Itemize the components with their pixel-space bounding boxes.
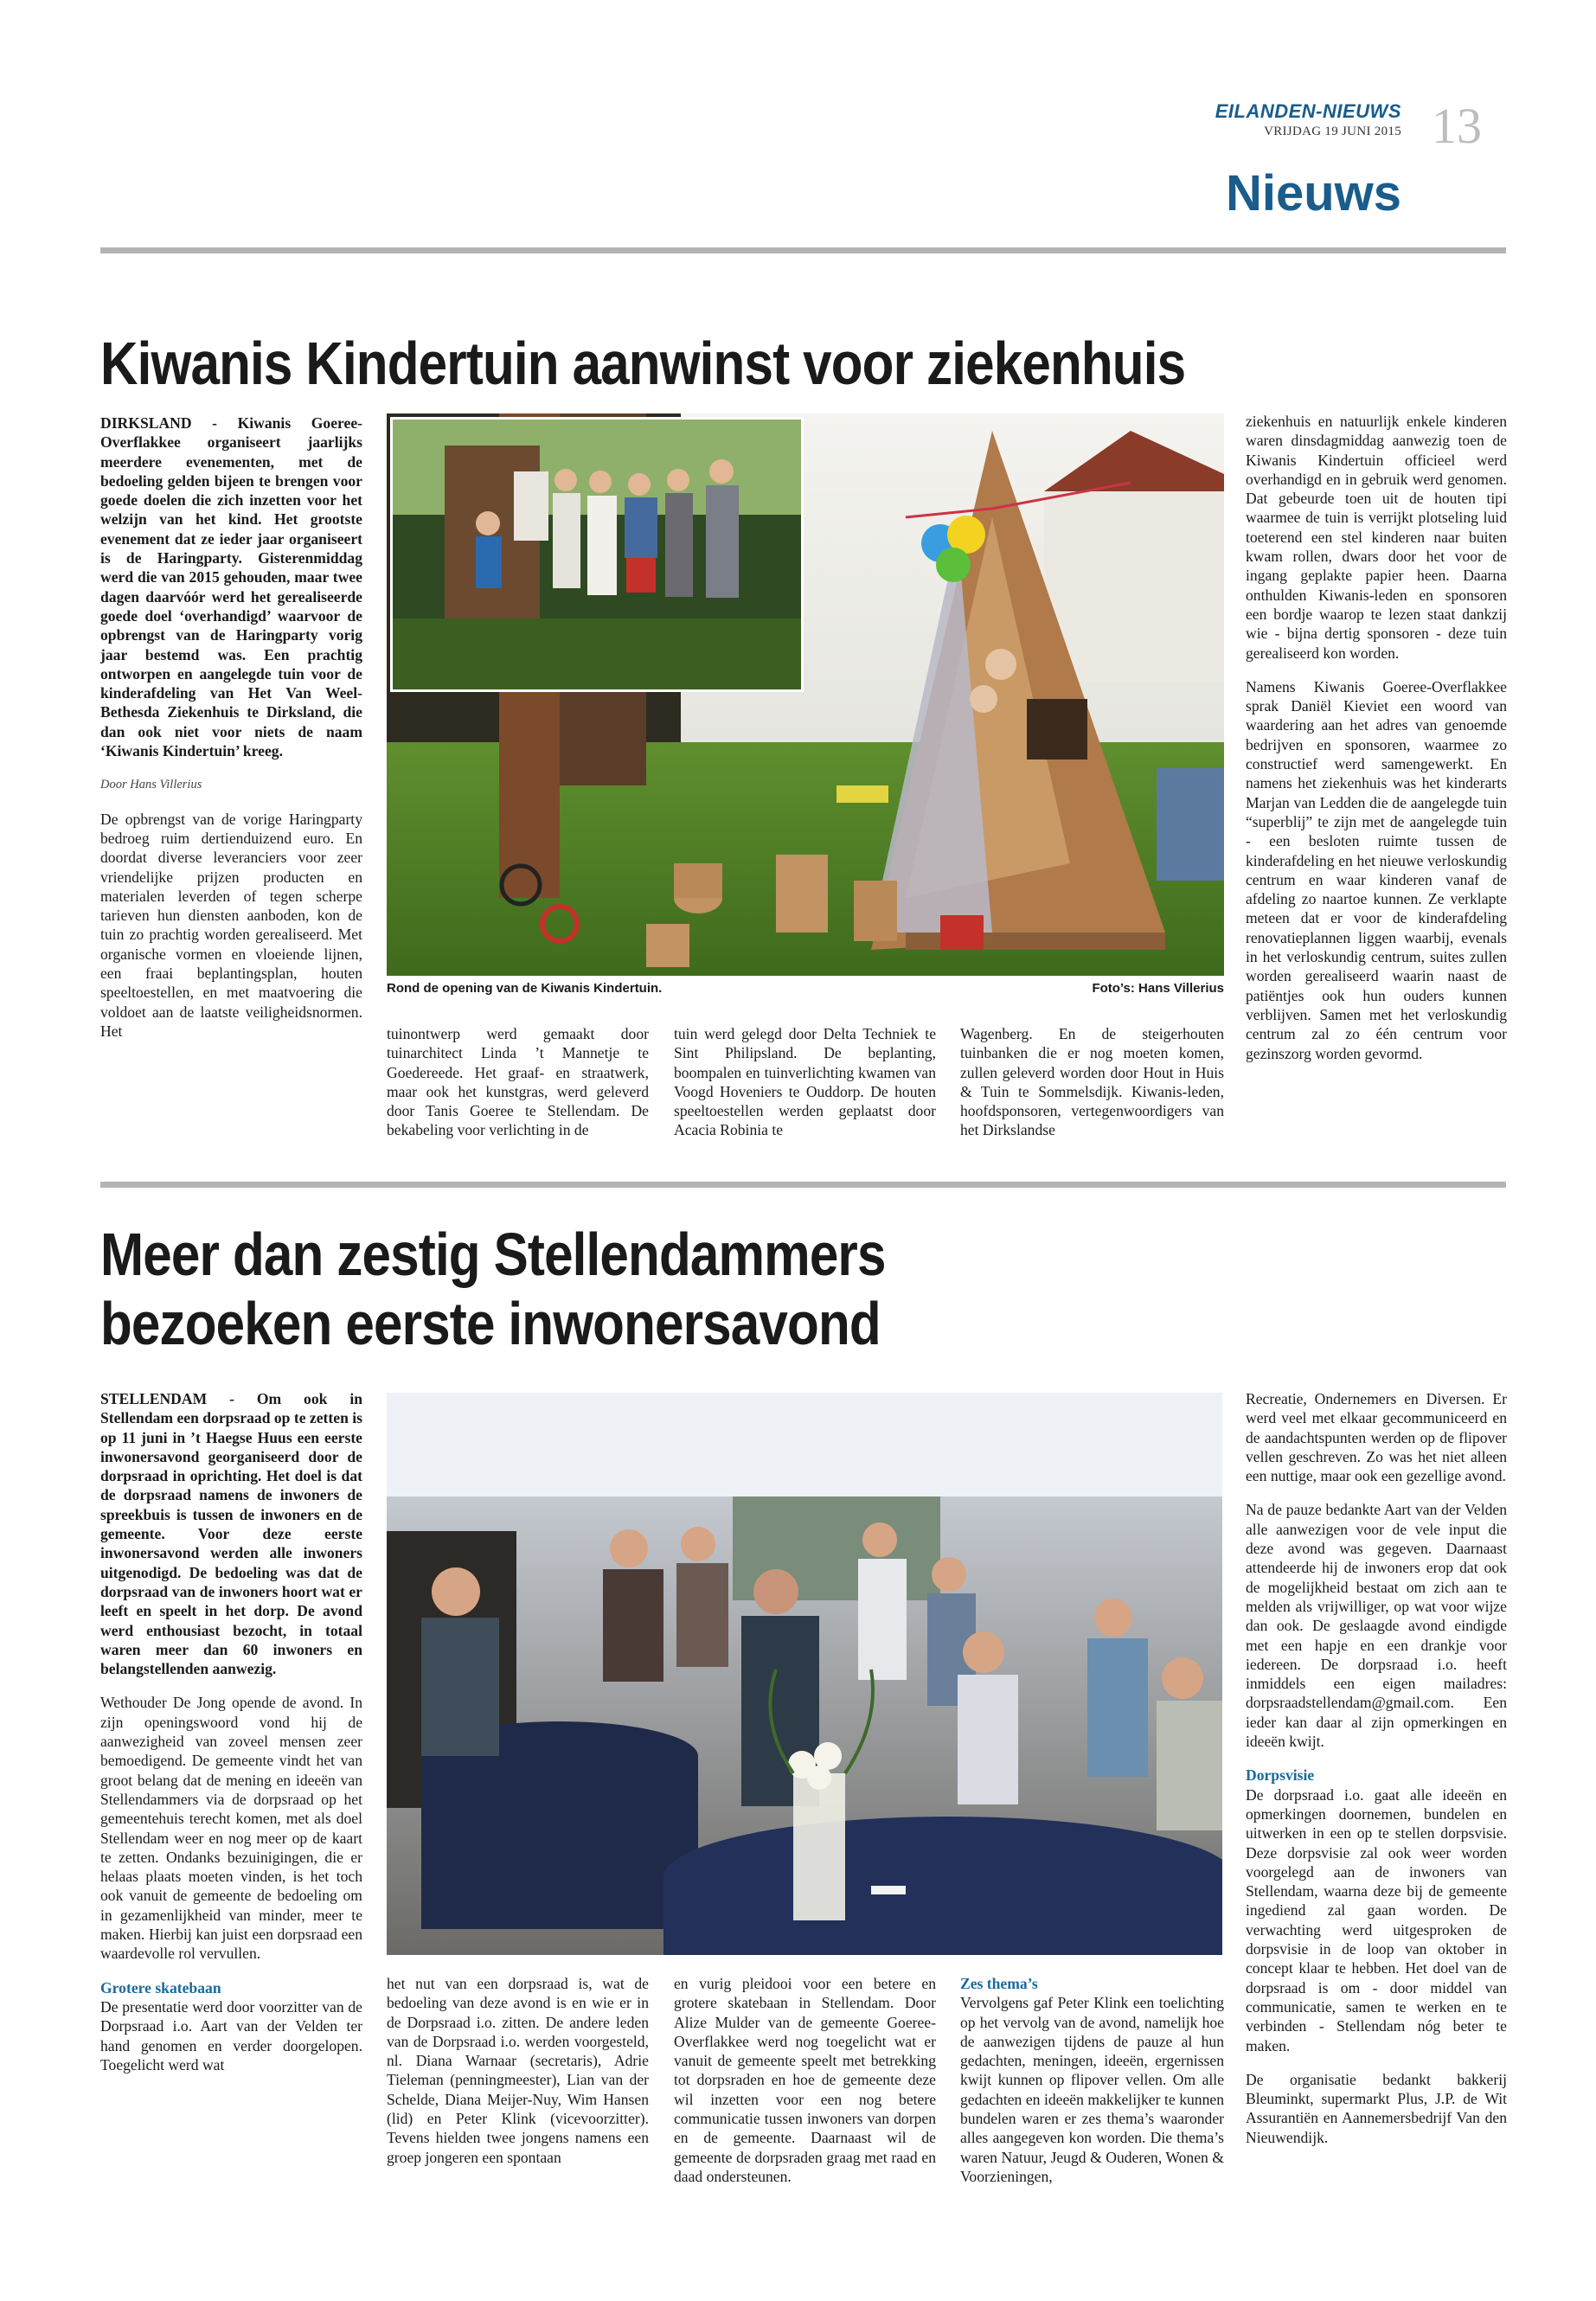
article2-body-3: en vurig pleidooi voor een betere en grotere skatebaan in Stellendam. Door Alize Mulder van de gemeente Goeree-Overflakkee werd nog toegelicht wat er vanuit de gemeente speelt met betrekking tot dorpsraden en hoe de gemeente deze wil inzetten voor een nog betere communicatie tussen inwoners van dorpen en de gemeente. Daarnaast wil de gemeente de dorpsraden graag met raad en daad ondersteunen. xyxy=(674,1975,936,2185)
article-divider xyxy=(100,1182,1506,1188)
article2-body-1: Wethouder De Jong opende de avond. In zijn openingswoord vond hij de aanwezigheid van zoveel mensen zeer bemoedigend. De gemeente vindt het van groot belang dat de mening en ideeën van Stellendammers via de dorpsraad op het gemeentehuis terecht komen, met als doel Stellendam weer en nog meer op de kaart te zetten. Ondanks bezuinigingen, die er helaas plaats moeten vinden, is het toch ook vanuit de gemeente de bedoeling om in gezamenlijkheid van minder, meer te maken. Hierbij kan juist een dorpsraad een waardevolle rol vervullen. xyxy=(100,1694,362,1963)
article2-column-4 xyxy=(960,1974,1224,2201)
article1-byline: Door Hans Villerius xyxy=(100,778,202,792)
article2-column-3 xyxy=(674,1974,936,2201)
article1-lead: DIRKSLAND - Kiwanis Goeree-Overflakkee organiseert jaarlijks meerdere evenementen, met de bedoeling gelden bijeen te brengen voor goede doelen die zich inzetten voor het welzijn van het kind. Het grootste evenement dat ze ieder jaar organiseert is de Haringparty. Gisterenmiddag werd die van 2015 gehouden, maar twee dagen daarvóór werd het gerealiseerde goede doel ‘overhandigd’ waarvoor de opbrengst van de Haringparty vorig jaar bestemd was. Een prachtig ontworpen en aangelegde tuin voor de kinderafdeling van Het Van Weel-Bethesda Ziekenhuis te Dirksland, die dan ook niet voor niets de naam ‘Kiwanis Kindertuin’ kreeg. xyxy=(100,414,362,760)
issue-date: VRIJDAG 19 JUNI 2015 xyxy=(1264,125,1401,138)
photo-caption: Rond de opening van de Kiwanis Kindertuin. xyxy=(387,981,663,996)
inwonersavond-photo-illustration xyxy=(387,1393,1222,1955)
kindertuin-inset-photo xyxy=(390,417,804,692)
article2-body-5a: Recreatie, Ondernemers en Diversen. Er werd veel met elkaar gecommuniceerd en de aandachtspunten werden op de flipover vellen geschreven. Zo was het niet alleen een nuttige, maar ook een gezellige avond. xyxy=(1246,1390,1507,1485)
kindertuin-photo xyxy=(387,413,1224,976)
article1-body-4: Wagenberg. En de steigerhouten tuinbanken die er nog moeten komen, zullen geleverd worden door Hout in Huis & Tuin te Sommelsdijk. Kiwanis-leden, hoofdsponsoren, vertegenwoordigers van het Dirkslandse xyxy=(960,1025,1224,1139)
article1-column-2 xyxy=(387,1024,649,1155)
article2-subhead-dorpsvisie: Dorpsvisie xyxy=(1246,1766,1315,1785)
article1-body-5b: Namens Kiwanis Goeree-Overflakkee sprak Daniël Kieviet een woord van waardering aan het adres van genoemde bedrijven en sponsoren, waarmee zo constructief werd samengewerkt. En namens het ziekenhuis was het kinderarts Marjan van Ledden die de aangelegde tuin “superblij” te zijn met de aangelegde tuin - een besloten ruimte tussen de kinderafdeling en het nieuwe verloskundig centrum en waar kinderen vanaf de afdeling zo naartoe kunnen. Ze verklapte meteen dat er voor de kinderafdeling renovatieplannen liggen waarbij, evenals in het verloskundig centrum, suites zullen worden gerealiseerd waarin naast de patiëntjes ook hun ouders kunnen verblijven. Samen met het verloskundig centrum zal zo één centrum voor gezinszorg worden gevormd. xyxy=(1246,677,1507,1062)
article2-column-1 xyxy=(100,1389,362,2089)
article2-body-5c: De dorpsraad i.o. gaat alle ideeën en opmerkingen doornemen, bundelen en uitwerken in een op te stellen dorpsvisie. Deze dorpsvisie zal ook weer worden voorgelegd aan de inwoners van Stellendam, waarna deze bij de gemeente ingediend zal gaan worden. De verwachting werd uitgesproken de dorpsvisie in de loop van oktober in concept klaar te hebben. Het doel van de dorpsraad is om - door middel van communicatie, samen te werken en te verbinden - Stellendam nóg beter te maken. xyxy=(1246,1785,1507,2054)
kindertuin-inset-illustration xyxy=(393,420,801,689)
section-divider xyxy=(100,247,1506,253)
article2-body-5d: De organisatie bedankt bakkerij Bleuminkt, supermarkt Plus, J.P. de Wit Assurantiën en Aannemersbedrijf Van den Nieuwendijk. xyxy=(1246,2070,1507,2146)
article1-column-3 xyxy=(674,1024,936,1155)
inwonersavond-photo xyxy=(387,1393,1222,1955)
newspaper-logo: EILANDEN-NIEUWS xyxy=(1215,100,1401,122)
article2-headline-line1: Meer dan zestig Stellendammers xyxy=(100,1221,886,1288)
article1-body-1: De opbrengst van de vorige Haringparty bedroeg ruim dertienduizend euro. En doordat diverse leveranciers voor zeer vriendelijke prijzen producten en materialen leverden of tegen scherpe tarieven hun diensten aanboden, kon de tuin zo prachtig worden gerealiseerd. Met organische vormen en vloeiende lijnen, een fraai beplantingsplan, houten speeltoestellen, en met maatvoering die voldoet aan de laatste veiligheidsnormen. Het xyxy=(100,810,362,1040)
article1-body-3: tuin werd gelegd door Delta Techniek te Sint Philipsland. De beplanting, boompalen en tuinverlichting kwamen van Voogd Hoveniers te Ouddorp. De houten speeltoestellen werden geplaatst door Acacia Robinia te xyxy=(674,1025,936,1139)
article1-headline: Kiwanis Kindertuin aanwinst voor ziekenhuis xyxy=(100,330,1186,397)
article2-body-2: het nut van een dorpsraad is, wat de bedoeling van deze avond is en wie er in de Dorpsraad i.o. zitten. De andere leden van de Dorpsraad i.o. werden voorgesteld, nl. Diana Warnaar (secretaris), Adrie Tieleman (penningmeester), Lian van der Schelde, Diana Meijer-Nuy, Wim Hansen (lid) en Peter Klink (vicevoorzitter). Tevens hielden twee jongens namens een groep jongeren een spontaan xyxy=(387,1975,649,2166)
article2-column-2 xyxy=(387,1974,649,2182)
article2-headline xyxy=(100,1220,886,1358)
article2-body-5b: Na de pauze bedankte Aart van der Velden alle aanwezigen voor de vele input die deze avond was gegeven. Daarnaast attendeerde hij de inwoners erop dat ook de mogelijkheid bestaat om zich aan te melden als vrijwilliger, op wat voor wijze dan ook. De geslaagde avond eindigde met een hapje en een drankje voor iedereen. De dorpsraad i.o. heeft inmiddels een eigen mailadres: dorpsraadstellendam@gmail.com. Een ieder kan daar al zijn opmerkingen en ideeën kwijt. xyxy=(1246,1501,1507,1751)
article1-body-2: tuinontwerp werd gemaakt door tuinarchitect Linda ’t Mannetje te Goedereede. Het graaf- en straatwerk, maar ook het kunstgras, werd geleverd door Tanis Goeree te Stellendam. De bekabeling voor verlichting in de xyxy=(387,1025,649,1139)
article1-body-5a: ziekenhuis en natuurlijk enkele kinderen waren dinsdagmiddag aanwezig toen de Kiwanis Kindertuin officieel werd overhandigd en in gebruik werd genomen. Dat gebeurde toen uit de houten tipi waarmee de tuin is verrijkt plotseling luid toeterend een stel kinderen naar buiten kwam rollen, dwars door het voor de ingang geplakte papier heen. Daarna onthulden Kiwanis-leden en sponsoren een bordje waarop te lezen staat dankzij wie - bijna dertig sponsoren - deze tuin gerealiseerd kon worden. xyxy=(1246,413,1507,662)
photo-credit: Foto’s: Hans Villerius xyxy=(1092,981,1224,996)
article2-subhead-skatebaan: Grotere skatebaan xyxy=(100,1978,221,1997)
article2-body-1b: De presentatie werd door voorzitter van de Dorpsraad i.o. Aart van der Velden ter hand genomen en verder doorgelopen. Toegelicht werd wat xyxy=(100,1997,362,2073)
page-number: 13 xyxy=(1432,98,1482,154)
masthead xyxy=(1207,100,1401,139)
article1-column-5 xyxy=(1246,412,1507,1078)
article1-column-4 xyxy=(960,1024,1224,1155)
article2-body-4: Vervolgens gaf Peter Klink een toelichting op het vervolg van de avond, namelijk hoe de aanwezigen tijdens de pauze al hun gedachten, meningen, ideeën, ergernissen kwijt kunnen op flipover vellen. Om alle gedachten en ideeën makkelijker te kunnen bundelen waren er zes thema’s waaronder alles aangegeven kon worden. Die thema’s waren Natuur, Jeugd & Ouderen, Wonen & Voorzieningen, xyxy=(960,1994,1224,2185)
article2-lead: STELLENDAM - Om ook in Stellendam een dorpsraad op te zetten is op 11 juni in ’t Haegse Huus een eerste inwonersavond georganiseerd door de dorpsraad in oprichting. Het doel is dat de dorpsraad namens de inwoners de spreekbuis is tussen de inwoners en de gemeente. Voor deze eerste inwonersavond werden alle inwoners uitgenodigd. De bedoeling was dat de dorpsraad van de inwoners hoort wat er leeft en speelt in het dorp. De avond werd enthousiast bezocht, in totaal waren meer dan 60 inwoners en belangstellenden aanwezig. xyxy=(100,1390,362,1678)
article2-headline-line2: bezoeken eerste inwonersavond xyxy=(100,1290,881,1357)
article2-column-5 xyxy=(1246,1389,1507,2162)
article1-column-1 xyxy=(100,413,362,1055)
section-title: Nieuws xyxy=(1225,165,1401,221)
article2-subhead-themas: Zes thema’s xyxy=(960,1975,1038,1992)
